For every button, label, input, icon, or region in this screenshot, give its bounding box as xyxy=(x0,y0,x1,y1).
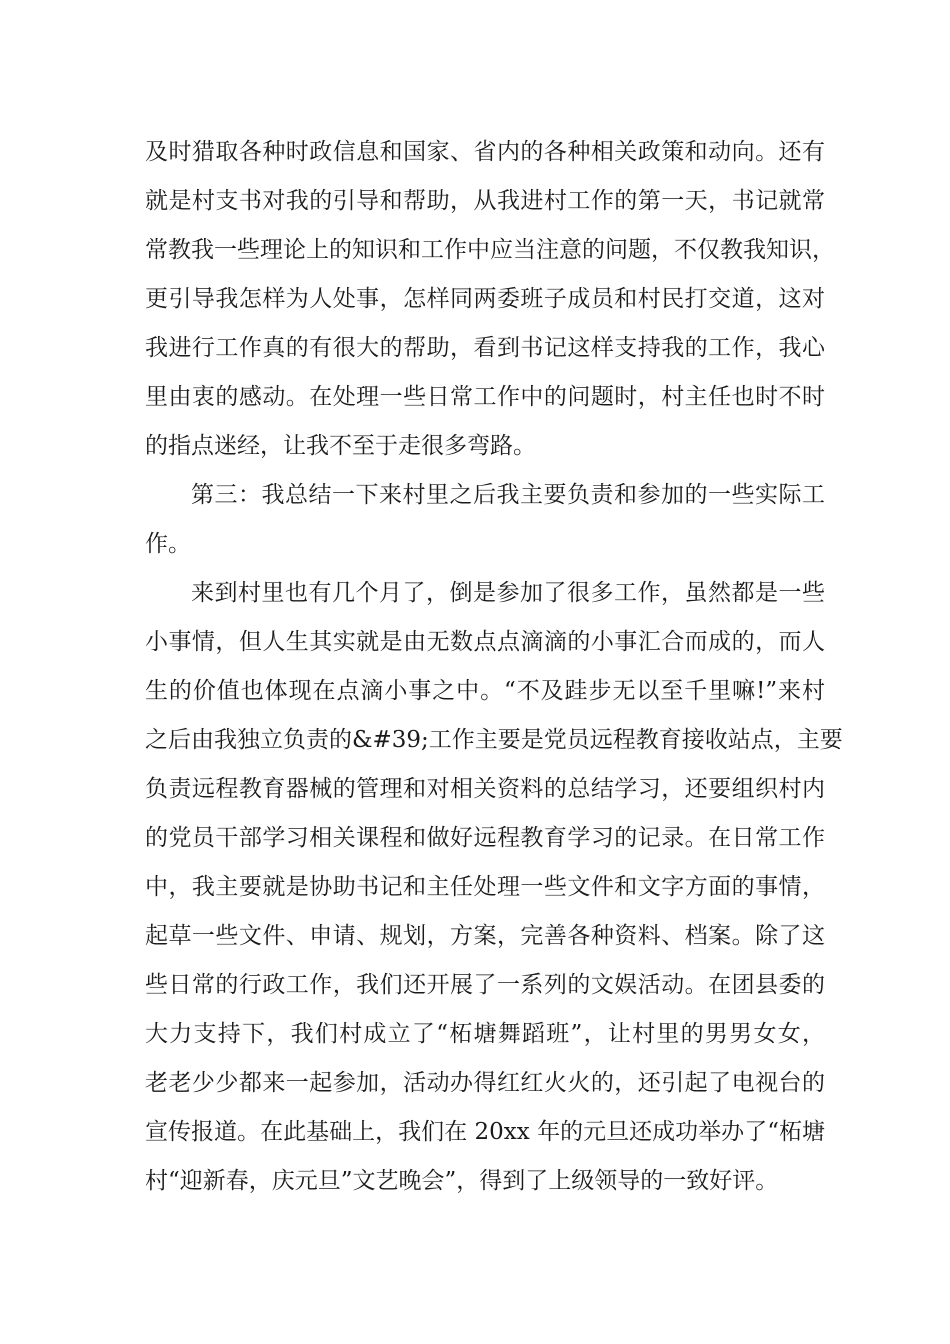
text-line: 大力支持下，我们村成立了“柘塘舞蹈班”，让村里的男男女女， xyxy=(145,1021,825,1047)
text-line: 老老少少都来一起参加，活动办得红红火火的，还引起了电视台的 xyxy=(145,1070,825,1096)
paragraph-1 xyxy=(145,128,835,471)
text-line: 更引导我怎样为人处事，怎样同两委班子成员和村民打交道，这对 xyxy=(145,286,825,312)
text-line: 中，我主要就是协助书记和主任处理一些文件和文字方面的事情， xyxy=(145,874,825,900)
text-line: 负责远程教育器械的管理和对相关资料的总结学习，还要组织村内 xyxy=(145,776,825,802)
text-line: 生的价值也体现在点滴小事之中。“不及跬步无以至千里嘛!”来村 xyxy=(145,678,825,704)
text-line: 来到村里也有几个月了，倒是参加了很多工作，虽然都是一些 xyxy=(191,580,825,606)
paragraph-3 xyxy=(145,569,843,1206)
text-line: 作。 xyxy=(145,531,191,557)
document-body xyxy=(145,128,843,1206)
text-line: 就是村支书对我的引导和帮助，从我进村工作的第一天，书记就常 xyxy=(145,188,825,214)
text-line: 之后由我独立负责的&#39;工作主要是党员远程教育接收站点，主要 xyxy=(145,727,843,753)
text-line: 小事情，但人生其实就是由无数点点滴滴的小事汇合而成的，而人 xyxy=(145,629,825,655)
text-line: 第三：我总结一下来村里之后我主要负责和参加的一些实际工 xyxy=(191,482,825,508)
text-line: 我进行工作真的有很大的帮助，看到书记这样支持我的工作，我心 xyxy=(145,335,825,361)
text-line: 常教我一些理论上的知识和工作中应当注意的问题，不仅教我知识， xyxy=(145,237,835,263)
text-line: 里由衷的感动。在处理一些日常工作中的问题时，村主任也时不时 xyxy=(145,384,825,410)
text-line: 起草一些文件、申请、规划，方案，完善各种资料、档案。除了这 xyxy=(145,923,825,949)
text-line: 的党员干部学习相关课程和做好远程教育学习的记录。在日常工作 xyxy=(145,825,825,851)
text-line: 宣传报道。在此基础上，我们在 20xx 年的元旦还成功举办了“柘塘 xyxy=(145,1119,825,1145)
paragraph-2 xyxy=(145,471,825,569)
text-line: 的指点迷经，让我不至于走很多弯路。 xyxy=(145,433,536,459)
text-line: 及时猎取各种时政信息和国家、省内的各种相关政策和动向。还有 xyxy=(145,139,825,165)
text-line: 些日常的行政工作，我们还开展了一系列的文娱活动。在团县委的 xyxy=(145,972,825,998)
text-line: 村“迎新春，庆元旦”文艺晚会”，得到了上级领导的一致好评。 xyxy=(145,1168,779,1194)
